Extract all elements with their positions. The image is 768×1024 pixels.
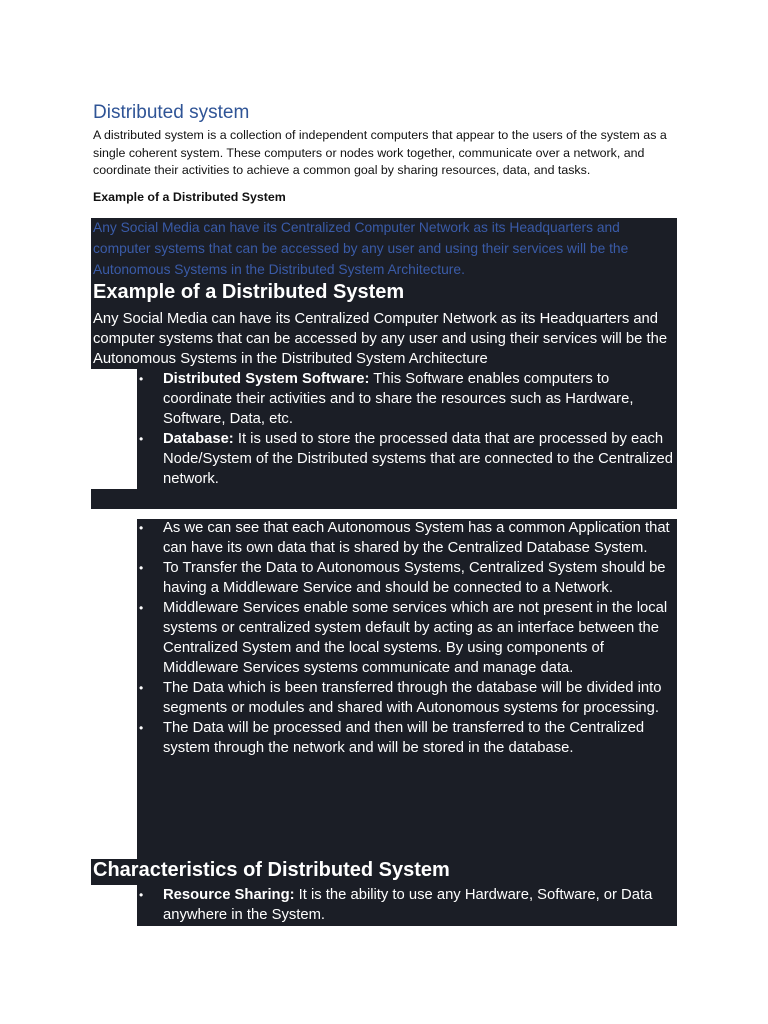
dark-paragraph: Any Social Media can have its Centralized Computer Network as its Headquarters and computer systems that can be accessed by any user and using their services will be the Autonomous Systems in the Distributed System Architecture: [93, 311, 668, 367]
example-subheading: Example of a Distributed System: [93, 190, 286, 204]
list-item: [139, 678, 673, 718]
dark-block-background: [91, 489, 677, 509]
intro-paragraph: A distributed system is a collection of independent computers that appear to the users of the system as a single coherent system. These computers or nodes work together, communicate over a network, and coordinate their activities to achieve a common goal by sharing resources, data, and tasks.: [93, 128, 667, 177]
list-item: [139, 885, 673, 925]
bullet-icon: •: [139, 432, 144, 446]
bullet-icon: •: [139, 521, 144, 535]
list-item-text: The Data will be processed and then will be transferred to the Centralized system through the network and will be stored in the database.: [163, 720, 645, 756]
list-item: [139, 369, 673, 429]
list-item: [139, 558, 673, 598]
list-item-text: The Data which is been transferred through the database will be divided into segments or modules and shared with Autonomous systems for processing.: [163, 680, 662, 716]
list-item-text: It is the ability to use any Hardware, Software, or Data anywhere in the System.: [163, 887, 653, 923]
workflow-list: [139, 518, 673, 758]
page-title: Distributed system: [93, 102, 250, 123]
dark-section-heading: Example of a Distributed System: [93, 281, 405, 303]
list-item: [139, 718, 673, 758]
bullet-icon: •: [139, 601, 144, 615]
list-item-term: Distributed System Software:: [163, 371, 370, 387]
characteristics-list: [139, 885, 673, 925]
bullet-icon: •: [139, 561, 144, 575]
bullet-icon: •: [139, 681, 144, 695]
list-item-text: This Software enables computers to coordinate their activities and to share the resources such as Hardware, Software, Data, etc.: [163, 371, 634, 427]
characteristics-heading: Characteristics of Distributed System: [93, 859, 450, 881]
list-item: [139, 429, 673, 489]
list-item: [139, 518, 673, 558]
list-item-text: To Transfer the Data to Autonomous Systems, Centralized System should be having a Middleware Service and should be connected to a Network.: [163, 560, 666, 596]
list-item-term: Database:: [163, 431, 234, 447]
list-item-term: Resource Sharing:: [163, 887, 295, 903]
list-item-text: It is used to store the processed data that are processed by each Node/System of the Distributed systems that are connected to the Centralized network.: [163, 431, 673, 487]
list-item-text: Middleware Services enable some services which are not present in the local systems or centralized system default by acting as an interface between the Centralized System and the local systems. By using components of Middleware Services systems communicate and manage data.: [163, 600, 668, 676]
components-list: [139, 369, 673, 489]
list-item: [139, 598, 673, 678]
highlighted-paragraph: Any Social Media can have its Centralized Computer Network as its Headquarters and computer systems that can be accessed by any user and using their services will be the Autonomous Systems in the Distributed System Architecture.: [93, 220, 629, 277]
list-item-text: As we can see that each Autonomous System has a common Application that can have its own data that is shared by the Centralized Database System.: [163, 520, 670, 556]
bullet-icon: •: [139, 888, 144, 902]
bullet-icon: •: [139, 721, 144, 735]
bullet-icon: •: [139, 372, 144, 386]
